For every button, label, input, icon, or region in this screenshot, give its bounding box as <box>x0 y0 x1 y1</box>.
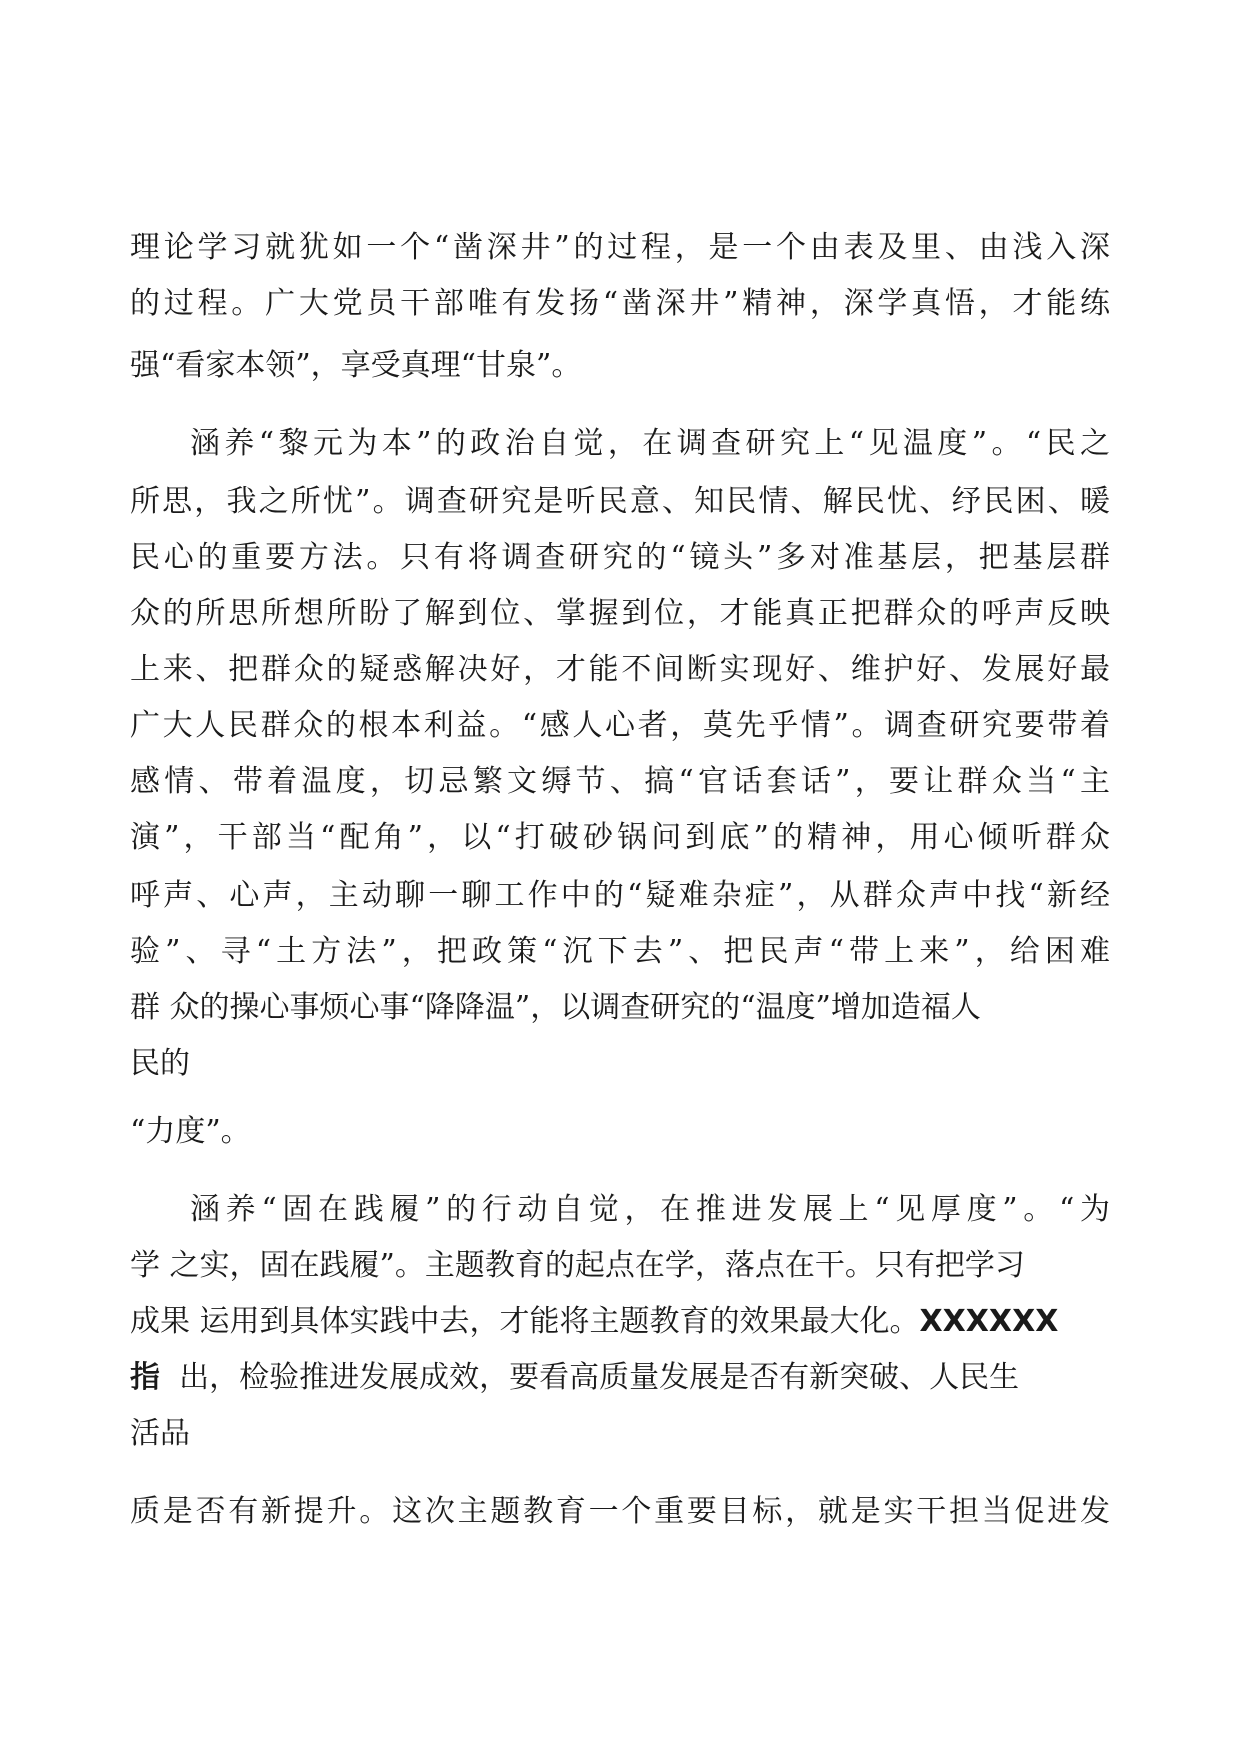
paragraph-line: 质是否有新提升。这次主题教育一个重要目标，就是实干担当促进发 <box>130 1494 1110 1529</box>
paragraph-line: 上来、把群众的疑惑解决好，才能不间断实现好、维护好、发展好最 <box>130 652 1110 687</box>
paragraph-line: 涵养“固在践履”的行动自觉，在推进发展上“见厚度”。“为 <box>190 1192 1110 1227</box>
paragraph-line: 众的所思所想所盼了解到位、掌握到位，才能真正把群众的呼声反映 <box>130 596 1110 631</box>
paragraph-line: “力度”。 <box>130 1114 251 1149</box>
paragraph-line: 民心的重要方法。只有将调查研究的“镜头”多对准基层，把基层群 <box>130 540 1110 575</box>
paragraph-text: 指 <box>130 1360 160 1395</box>
paragraph-line: 感情、带着温度，切忌繁文缛节、搞“官话套话”，要让群众当“主 <box>130 764 1110 799</box>
paragraph-line: 活品 <box>130 1416 190 1451</box>
paragraph-line: 强“看家本领”，享受真理“甘泉”。 <box>130 348 582 383</box>
paragraph-line: 学 之实，固在践履”。主题教育的起点在学，落点在干。只有把学习 <box>130 1248 1025 1283</box>
paragraph-line <box>130 1302 1110 1342</box>
paragraph-line: 呼声、心声，主动聊一聊工作中的“疑难杂症”，从群众声中找“新经 <box>130 878 1110 913</box>
paragraph-line: 广大人民群众的根本利益。“感人心者，莫先乎情”。调查研究要带着 <box>130 708 1110 743</box>
paragraph-line: 涵养“黎元为本”的政治自觉，在调查研究上“见温度”。“民之 <box>190 426 1110 461</box>
paragraph-line: 民的 <box>130 1046 190 1081</box>
paragraph-line: 演”，干部当“配角”，以“打破砂锅问到底”的精神，用心倾听群众 <box>130 820 1110 855</box>
paragraph-line: 的过程。广大党员干部唯有发扬“凿深井”精神，深学真悟，才能练 <box>130 286 1110 321</box>
paragraph-line: 理论学习就犹如一个“凿深井”的过程，是一个由表及里、由浅入深 <box>130 230 1110 265</box>
redacted-name: XXXXXX <box>919 1304 1059 1339</box>
paragraph-line: 群 众的操心事烦心事“降降温”，以调查研究的“温度”增加造福人 <box>130 990 981 1025</box>
paragraph-line: 验”、寻“土方法”，把政策“沉下去”、把民声“带上来”，给困难 <box>130 934 1110 969</box>
paragraph-line: 所思，我之所忧”。调查研究是听民意、知民情、解民忧、纾民困、暖 <box>130 484 1110 519</box>
paragraph-text: 出，检验推进发展成效，要看高质量发展是否有新突破、人民生 <box>179 1360 1020 1395</box>
paragraph-text: 成果 运用到具体实践中去，才能将主题教育的效果最大化。 <box>130 1304 920 1339</box>
paragraph-line <box>130 1358 1110 1398</box>
